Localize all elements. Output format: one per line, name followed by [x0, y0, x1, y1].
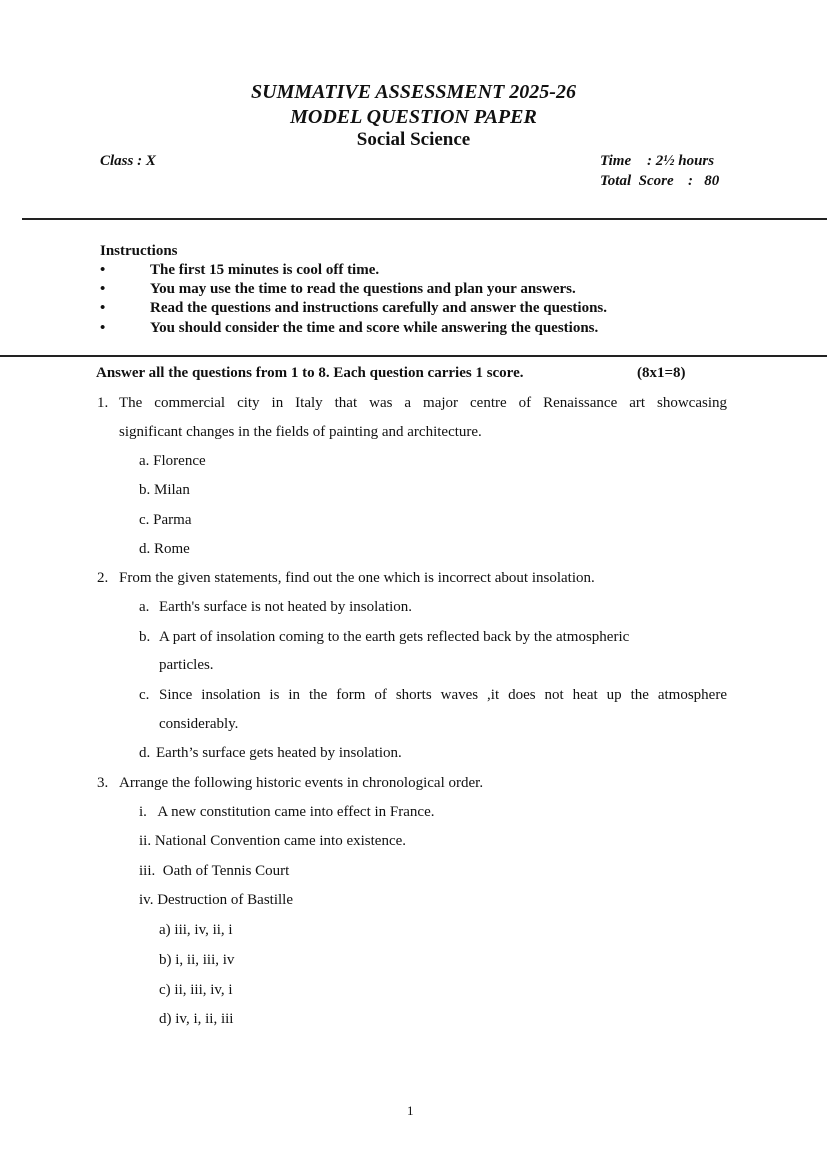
- event: ii. National Convention came into existence.: [139, 833, 407, 849]
- page-number: 1: [407, 1103, 414, 1118]
- exam-title: SUMMATIVE ASSESSMENT 2025-26: [251, 81, 576, 103]
- section-heading: Answer all the questions from 1 to 8. Each question carries 1 score.: [96, 365, 524, 381]
- score-value: : 80: [688, 173, 720, 189]
- time-label: Time: [600, 153, 632, 169]
- question-number: 2.: [97, 570, 109, 586]
- question-text: From the given statements, find out the one which is incorrect about insolation.: [119, 570, 595, 586]
- option: c. Parma: [139, 512, 192, 528]
- bullet: •: [100, 320, 106, 336]
- option-label: b.: [139, 629, 151, 645]
- subject-title: Social Science: [356, 129, 471, 150]
- option-label: a.: [139, 599, 150, 615]
- option: particles.: [159, 657, 214, 673]
- section-marks: (8x1=8): [637, 365, 686, 381]
- time-value: : 2½ hours: [647, 153, 715, 169]
- option: b. Milan: [139, 482, 190, 498]
- option: Earth’s surface gets heated by insolation.: [156, 745, 402, 761]
- paper-subtitle: MODEL QUESTION PAPER: [290, 106, 537, 128]
- divider: [0, 355, 827, 357]
- event: iv. Destruction of Bastille: [139, 892, 293, 908]
- bullet: •: [100, 262, 106, 278]
- option-label: d.: [139, 745, 151, 761]
- bullet: •: [100, 281, 106, 297]
- event: iii. Oath of Tennis Court: [139, 863, 290, 879]
- option: Since insolation is in the form of shorts waves ,it does not heat up the atmosphere: [159, 687, 727, 703]
- option: d. Rome: [139, 541, 190, 557]
- option: a) iii, iv, ii, i: [159, 922, 233, 938]
- question-number: 1.: [97, 395, 109, 411]
- question-text: The commercial city in Italy that was a major centre of Renaissance art showcasing: [119, 395, 727, 411]
- divider: [22, 218, 827, 220]
- event: i. A new constitution came into effect in France.: [139, 804, 435, 820]
- question-text: Arrange the following historic events in chronological order.: [119, 775, 484, 791]
- question-number: 3.: [97, 775, 109, 791]
- class-label: Class : X: [100, 153, 156, 169]
- instruction-item: Read the questions and instructions carefully and answer the questions.: [150, 300, 608, 316]
- instructions-heading: Instructions: [100, 243, 178, 259]
- option: a. Florence: [139, 453, 206, 469]
- option: Earth's surface is not heated by insolation.: [159, 599, 413, 615]
- instruction-item: You should consider the time and score while answering the questions.: [150, 320, 599, 336]
- option-label: c.: [139, 687, 150, 703]
- option: b) i, ii, iii, iv: [159, 952, 235, 968]
- instruction-item: The first 15 minutes is cool off time.: [150, 262, 380, 278]
- option: A part of insolation coming to the earth gets reflected back by the atmospheric: [159, 629, 630, 645]
- question-text: significant changes in the fields of painting and architecture.: [119, 424, 482, 440]
- score-label: Total Score: [600, 173, 674, 189]
- instruction-item: You may use the time to read the questions and plan your answers.: [150, 281, 576, 297]
- option: c) ii, iii, iv, i: [159, 982, 233, 998]
- option: d) iv, i, ii, iii: [159, 1011, 234, 1027]
- bullet: •: [100, 300, 106, 316]
- option: considerably.: [159, 716, 239, 732]
